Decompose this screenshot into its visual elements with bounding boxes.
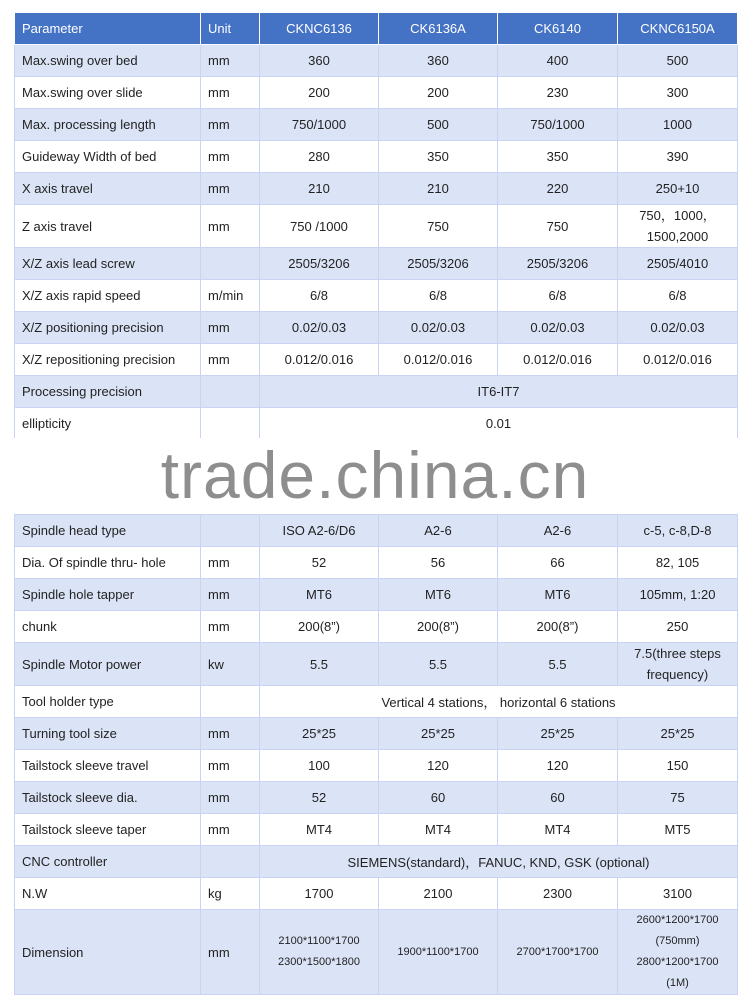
value-cell: A2-6 (379, 515, 498, 547)
value-cell: 750 (498, 205, 618, 248)
value-cell: 66 (498, 547, 618, 579)
table-row (15, 686, 738, 718)
value-cell: 60 (379, 782, 498, 814)
header-row (15, 13, 738, 45)
unit-cell (201, 248, 260, 280)
value-cell: 0.012/0.016 (498, 344, 618, 376)
value-cell: 0.012/0.016 (379, 344, 498, 376)
value-cell: 7.5(three steps frequency) (618, 643, 738, 686)
header-model: CKNC6136 (260, 13, 379, 45)
unit-cell: mm (201, 173, 260, 205)
value-cell: 56 (379, 547, 498, 579)
value-cell: 0.02/0.03 (618, 312, 738, 344)
unit-cell: kg (201, 878, 260, 910)
value-cell: 120 (498, 750, 618, 782)
value-cell: MT4 (260, 814, 379, 846)
parameter-name: Turning tool size (15, 718, 201, 750)
value-cell-merged: IT6-IT7 (260, 376, 738, 408)
table-row (15, 579, 738, 611)
value-cell: 2505/4010 (618, 248, 738, 280)
parameter-name: Max. processing length (15, 109, 201, 141)
table-row (15, 77, 738, 109)
value-cell: 200(8”) (379, 611, 498, 643)
parameter-name: Max.swing over slide (15, 77, 201, 109)
value-cell: MT5 (618, 814, 738, 846)
parameter-name: Tailstock sleeve dia. (15, 782, 201, 814)
value-cell: MT6 (379, 579, 498, 611)
value-cell: 6/8 (260, 280, 379, 312)
unit-cell: mm (201, 611, 260, 643)
table-row (15, 205, 738, 248)
value-cell: 25*25 (498, 718, 618, 750)
value-cell: MT4 (498, 814, 618, 846)
value-cell: 0.012/0.016 (618, 344, 738, 376)
value-cell: 200(8”) (260, 611, 379, 643)
value-cell: 2100*1100*1700 2300*1500*1800 (260, 910, 379, 995)
table-row (15, 344, 738, 376)
parameter-name: Spindle head type (15, 515, 201, 547)
parameter-name: Dia. Of spindle thru- hole (15, 547, 201, 579)
unit-cell: mm (201, 312, 260, 344)
table-row (15, 750, 738, 782)
parameter-name: X/Z repositioning precision (15, 344, 201, 376)
value-cell: 52 (260, 547, 379, 579)
parameter-name: Tailstock sleeve travel (15, 750, 201, 782)
value-cell: A2-6 (498, 515, 618, 547)
value-cell: 0.02/0.03 (379, 312, 498, 344)
parameter-name: Tailstock sleeve taper (15, 814, 201, 846)
table-row (15, 910, 738, 995)
value-cell: 2700*1700*1700 (498, 910, 618, 995)
value-cell: 750，1000， 1500,2000 (618, 205, 738, 248)
value-cell: MT4 (379, 814, 498, 846)
value-cell: 400 (498, 45, 618, 77)
unit-cell: mm (201, 782, 260, 814)
parameter-name: chunk (15, 611, 201, 643)
unit-cell: mm (201, 205, 260, 248)
value-cell: 350 (498, 141, 618, 173)
value-cell: 25*25 (260, 718, 379, 750)
header-model: CK6136A (379, 13, 498, 45)
unit-cell: mm (201, 344, 260, 376)
value-cell-merged: Vertical 4 stations， horizontal 6 stations (260, 686, 738, 718)
table-row (15, 141, 738, 173)
value-cell: 6/8 (379, 280, 498, 312)
value-cell: c-5, c-8,D-8 (618, 515, 738, 547)
parameter-name: Processing precision (15, 376, 201, 408)
unit-cell: mm (201, 141, 260, 173)
value-cell: ISO A2-6/D6 (260, 515, 379, 547)
table-row (15, 718, 738, 750)
value-cell: 200 (379, 77, 498, 109)
table-row (15, 280, 738, 312)
table-row (15, 878, 738, 910)
value-cell: 75 (618, 782, 738, 814)
value-cell: 5.5 (498, 643, 618, 686)
value-cell: 82, 105 (618, 547, 738, 579)
parameter-name: CNC controller (15, 846, 201, 878)
value-cell: 6/8 (498, 280, 618, 312)
table-row (15, 408, 738, 440)
table-row (15, 109, 738, 141)
value-cell: 5.5 (260, 643, 379, 686)
value-cell: 280 (260, 141, 379, 173)
parameter-name: X axis travel (15, 173, 201, 205)
value-cell: 0.012/0.016 (260, 344, 379, 376)
value-cell: 25*25 (379, 718, 498, 750)
value-cell: 2100 (379, 878, 498, 910)
table-row (15, 782, 738, 814)
value-cell: 390 (618, 141, 738, 173)
table-row (15, 814, 738, 846)
unit-cell: mm (201, 77, 260, 109)
unit-cell (201, 408, 260, 440)
value-cell: 220 (498, 173, 618, 205)
table-row (15, 515, 738, 547)
value-cell: 5.5 (379, 643, 498, 686)
value-cell: 1700 (260, 878, 379, 910)
unit-cell: mm (201, 910, 260, 995)
value-cell: MT6 (498, 579, 618, 611)
unit-cell (201, 686, 260, 718)
value-cell: 2600*1200*1700 (750mm) 2800*1200*1700 (1M) (618, 910, 738, 995)
parameter-name: X/Z axis rapid speed (15, 280, 201, 312)
value-cell: 120 (379, 750, 498, 782)
value-cell: 500 (618, 45, 738, 77)
value-cell: 210 (260, 173, 379, 205)
value-cell: 1000 (618, 109, 738, 141)
value-cell: 2505/3206 (260, 248, 379, 280)
table-row (15, 173, 738, 205)
value-cell-merged: SIEMENS(standard)，FANUC, KND, GSK (optional) (260, 846, 738, 878)
table-row (15, 547, 738, 579)
value-cell: 0.02/0.03 (498, 312, 618, 344)
parameter-name: Guideway Width of bed (15, 141, 201, 173)
value-cell: 300 (618, 77, 738, 109)
header-parameter: Parameter (15, 13, 201, 45)
value-cell: 750 (379, 205, 498, 248)
unit-cell (201, 376, 260, 408)
parameter-name: Spindle hole tapper (15, 579, 201, 611)
unit-cell: mm (201, 579, 260, 611)
value-cell: 210 (379, 173, 498, 205)
value-cell: 200(8”) (498, 611, 618, 643)
value-cell: 0.02/0.03 (260, 312, 379, 344)
table-body-top (15, 45, 738, 440)
table-row (15, 846, 738, 878)
value-cell: 200 (260, 77, 379, 109)
value-cell: 500 (379, 109, 498, 141)
value-cell: 52 (260, 782, 379, 814)
header-model: CKNC6150A (618, 13, 738, 45)
value-cell: 105mm, 1:20 (618, 579, 738, 611)
value-cell: 250 (618, 611, 738, 643)
value-cell: 350 (379, 141, 498, 173)
unit-cell: mm (201, 45, 260, 77)
value-cell: 25*25 (618, 718, 738, 750)
parameter-name: X/Z axis lead screw (15, 248, 201, 280)
value-cell: 750/1000 (498, 109, 618, 141)
parameter-name: Tool holder type (15, 686, 201, 718)
parameter-name: N.W (15, 878, 201, 910)
parameter-name: Z axis travel (15, 205, 201, 248)
value-cell: 250+10 (618, 173, 738, 205)
table-row (15, 376, 738, 408)
value-cell: 2505/3206 (379, 248, 498, 280)
parameter-name: Dimension (15, 910, 201, 995)
value-cell: 60 (498, 782, 618, 814)
value-cell: 230 (498, 77, 618, 109)
value-cell: 360 (260, 45, 379, 77)
parameter-name: ellipticity (15, 408, 201, 440)
value-cell: 750 /1000 (260, 205, 379, 248)
unit-cell: m/min (201, 280, 260, 312)
parameter-name: Max.swing over bed (15, 45, 201, 77)
unit-cell (201, 515, 260, 547)
unit-cell: mm (201, 814, 260, 846)
header-model: CK6140 (498, 13, 618, 45)
value-cell: 3100 (618, 878, 738, 910)
watermark-text: trade.china.cn (160, 438, 590, 512)
value-cell: 6/8 (618, 280, 738, 312)
value-cell: 2300 (498, 878, 618, 910)
unit-cell (201, 846, 260, 878)
unit-cell: kw (201, 643, 260, 686)
table-row (15, 45, 738, 77)
parameter-name: X/Z positioning precision (15, 312, 201, 344)
unit-cell: mm (201, 750, 260, 782)
value-cell: 750/1000 (260, 109, 379, 141)
value-cell: 2505/3206 (498, 248, 618, 280)
value-cell: 150 (618, 750, 738, 782)
unit-cell: mm (201, 547, 260, 579)
table-row (15, 248, 738, 280)
value-cell: 1900*1100*1700 (379, 910, 498, 995)
parameter-name: Spindle Motor power (15, 643, 201, 686)
header-unit: Unit (201, 13, 260, 45)
value-cell-merged: 0.01 (260, 408, 738, 440)
value-cell: 100 (260, 750, 379, 782)
table-row (15, 312, 738, 344)
unit-cell: mm (201, 109, 260, 141)
value-cell: 360 (379, 45, 498, 77)
table-body-bottom (15, 515, 738, 995)
unit-cell: mm (201, 718, 260, 750)
table-row (15, 643, 738, 686)
value-cell: MT6 (260, 579, 379, 611)
table-row (15, 611, 738, 643)
